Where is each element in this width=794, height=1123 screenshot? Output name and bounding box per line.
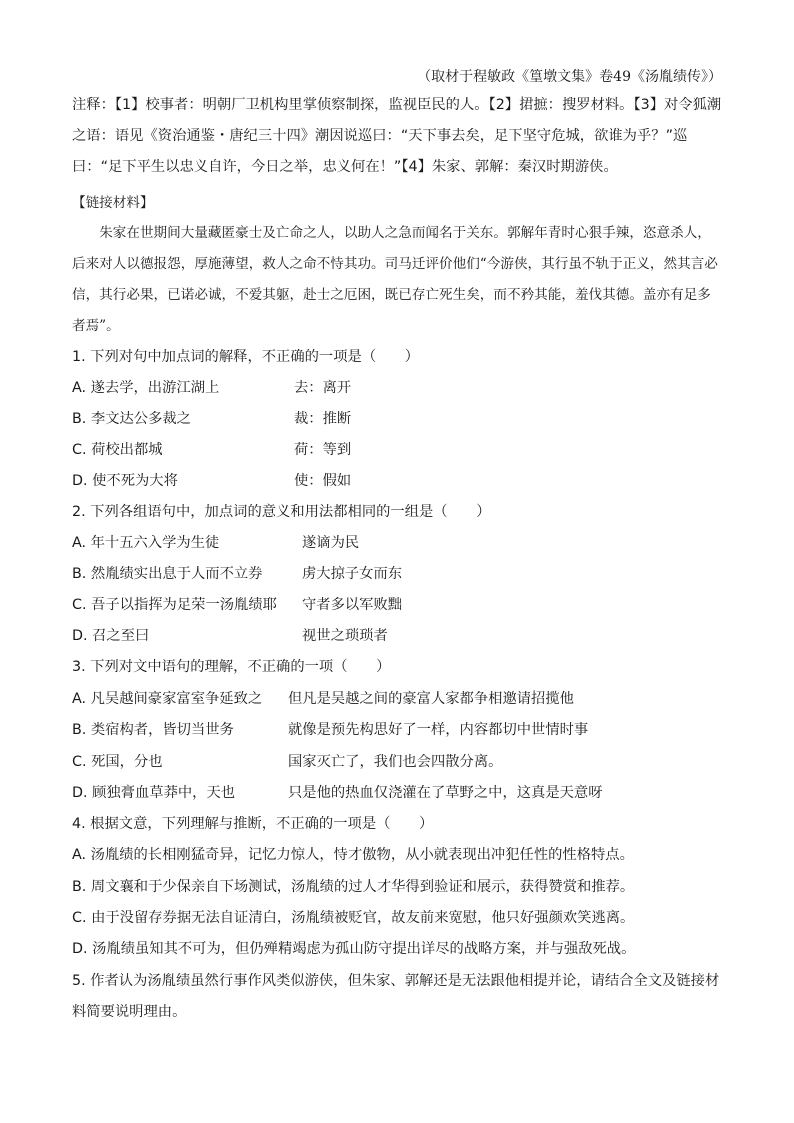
q3-option-c-meaning: 国家灭亡了，我们也会四散分离。 <box>288 754 503 770</box>
source-citation: （取材于程敏政《篁墩文集》卷49《汤胤绩传》） <box>417 69 722 85</box>
q3-option-a-meaning: 但凡是吴越之间的豪富人家都争相邀请招揽他 <box>288 691 574 707</box>
q2-option-c <box>72 590 403 621</box>
question-1-stem: 1. 下列对句中加点词的解释，不正确的一项是（ ） <box>72 349 420 365</box>
q1-option-a <box>72 373 352 404</box>
q3-option-c <box>72 747 503 778</box>
q2-option-a-text: A. 年十五六入学为生徒 <box>72 535 220 551</box>
q1-option-d-gloss: 使：假如 <box>294 473 352 489</box>
q3-option-d <box>72 778 603 809</box>
q1-option-d-text: D. 使不死为大将 <box>72 473 178 489</box>
q4-option-a: A. 汤胤绩的长相刚猛奇异，记忆力惊人，恃才傲物，从小就表现出冲犯任性的性格特点。 <box>72 847 634 863</box>
q1-option-b <box>72 404 352 435</box>
q2-option-d <box>72 621 388 652</box>
q3-option-a <box>72 684 574 715</box>
q2-option-d-pair: 视世之琐琐者 <box>302 628 388 644</box>
q1-option-a-gloss: 去：离开 <box>294 380 352 396</box>
question-5-stem: 5. 作者认为汤胤绩虽然行事作风类似游侠，但朱家、郭解还是无法跟他相提并论，请结合全文及链接材料简要说明理由。 <box>72 973 720 1020</box>
q3-option-b <box>72 715 589 746</box>
q2-option-c-pair: 守者多以军败黜 <box>302 597 403 613</box>
question-2-stem: 2. 下列各组语句中，加点词的意义和用法都相同的一组是（ ） <box>72 504 491 520</box>
q2-option-b <box>72 559 403 590</box>
notes-paragraph: 注释：【1】校事者：明朝厂卫机构里掌侦察制探，监视臣民的人。【2】捃摭：搜罗材料。【3】对令狐潮之语：语见《资治通鉴・唐纪三十四》潮因说巡曰：“天下事去矣，足下坚守危城，欲谁为乎？”巡曰：“足下平生以忠义自许，今日之举，忠义何在！”【4】朱家、郭解：秦汉时期游侠。 <box>72 97 722 175</box>
q3-option-a-text: A. 凡吴越间豪家富室争延致之 <box>72 691 263 707</box>
q1-option-b-text: B. 李文达公多裁之 <box>72 411 191 427</box>
q3-option-c-text: C. 死国，分也 <box>72 754 163 770</box>
q1-option-c-text: C. 荷校出都城 <box>72 442 163 458</box>
q3-option-d-meaning: 只是他的热血仅浇灌在了草野之中，这真是天意呀 <box>288 785 603 801</box>
q4-option-d: D. 汤胤绩虽知其不可为，但仍殚精竭虑为孤山防守提出详尽的战略方案，并与强敌死战。 <box>72 941 636 957</box>
q3-option-b-meaning: 就像是预先构思好了一样，内容都切中世情时事 <box>288 722 589 738</box>
q1-option-b-gloss: 裁：推断 <box>294 411 352 427</box>
question-4-stem: 4. 根据文意，下列理解与推断，不正确的一项是（ ） <box>72 816 434 832</box>
q1-option-a-text: A. 遂去学，出游江湖上 <box>72 380 220 396</box>
q4-option-c: C. 由于没留存券据无法自证清白，汤胤绩被贬官，故友前来宽慰，他只好强颜欢笑逃离。 <box>72 910 635 926</box>
q1-option-c-gloss: 荷：等到 <box>294 442 352 458</box>
q2-option-b-pair: 虏大掠子女而东 <box>302 566 403 582</box>
q2-option-a <box>72 528 360 559</box>
q3-option-b-text: B. 类宿构者，皆切当世务 <box>72 722 234 738</box>
q1-option-c <box>72 435 352 466</box>
q2-option-c-text: C. 吾子以指挥为足荣一汤胤绩耶 <box>72 597 277 613</box>
q2-option-d-text: D. 召之至曰 <box>72 628 150 644</box>
link-paragraph: 朱家在世期间大量藏匿豪士及亡命之人，以助人之急而闻名于关东。郭解年青时心狠手辣，恣意杀人，后来对人以德报怨，厚施薄望，救人之命不恃其功。司马迁评价他们“今游侠，其行虽不轨于正义，然其言必信，其行必果，已诺必诚，不爱其躯，赴士之厄困，既已存亡死生矣，而不矜其能，羞伐其德。盖亦有足多者焉”。 <box>72 225 718 334</box>
q2-option-b-text: B. 然胤绩实出息于人而不立券 <box>72 566 263 582</box>
q1-option-d <box>72 466 352 497</box>
q2-option-a-pair: 遂谪为民 <box>302 535 360 551</box>
question-3-stem: 3. 下列对文中语句的理解，不正确的一项（ ） <box>72 659 391 675</box>
q4-option-b: B. 周文襄和于少保亲自下场测试，汤胤绩的过人才华得到验证和展示，获得赞赏和推荐。 <box>72 879 635 895</box>
link-heading: 【链接材料】 <box>72 195 154 211</box>
q3-option-d-text: D. 顾独膏血草莽中，天也 <box>72 785 236 801</box>
